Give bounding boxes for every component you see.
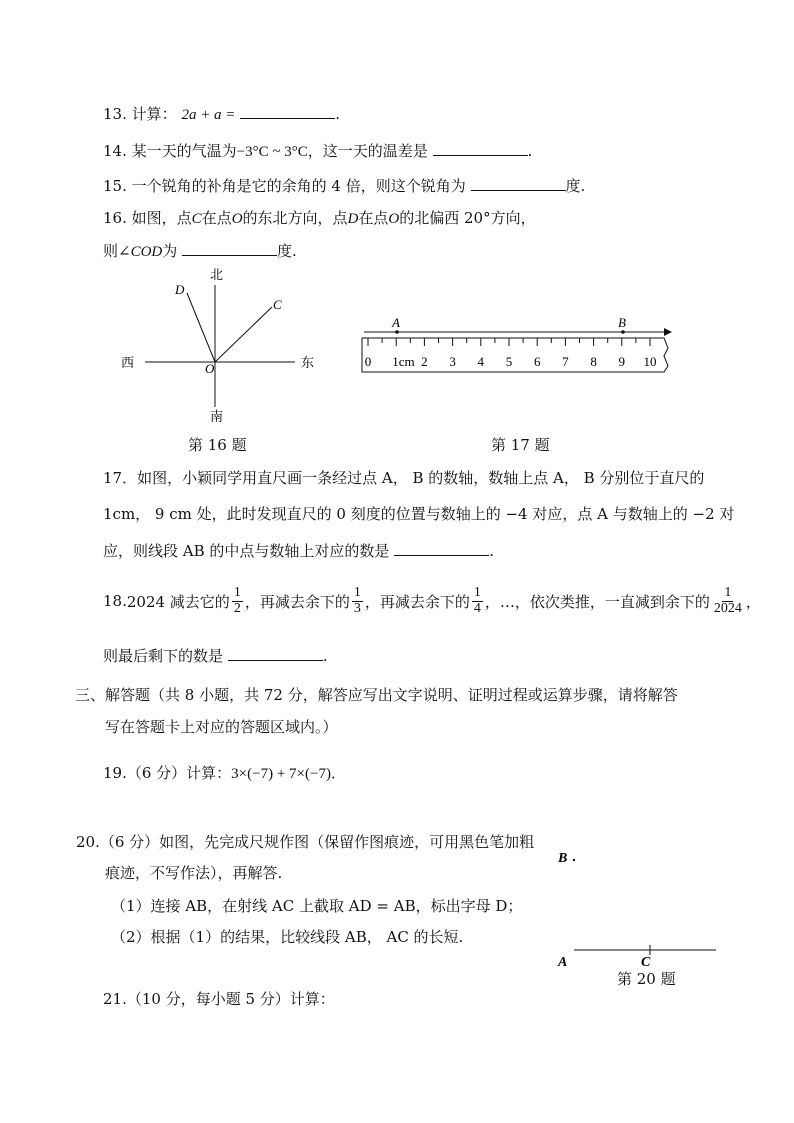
question-17-line-1: 17．如图，小颖同学用直尺画一条经过点 A， B 的数轴，数轴上点 A， B 分别位于直尺的	[103, 469, 705, 487]
fraction-1-over-2024: $\frac{1}{2024}$	[713, 585, 742, 616]
ruler-tick-label: 3	[449, 354, 456, 369]
question-16-line-1: 16. 如图，点C在点O的东北方向，点D在点O的北偏西 20°方向，	[103, 209, 536, 227]
question-number: 15.	[103, 177, 127, 195]
answer-blank	[182, 241, 277, 256]
point-b-label: B	[618, 315, 626, 330]
question-19: 19.（6 分）计算：3×(−7) + 7×(−7)．	[103, 764, 346, 782]
question-20-line-1: 20.（6 分）如图，先完成尺规作图（保留作图痕迹，可用黑色笔加粗	[76, 833, 535, 851]
point-c-label: C	[273, 297, 282, 312]
question-text: ，这一天的温差是	[307, 142, 428, 160]
north-label: 北	[210, 267, 224, 282]
fraction-quarter: $\frac{1}{4}$	[473, 585, 481, 616]
answer-blank	[471, 176, 566, 191]
question-number: 14.	[103, 142, 127, 160]
west-label: 西	[121, 355, 135, 370]
question-number: 21.	[103, 990, 127, 1008]
section-number: 三、	[75, 686, 106, 704]
section-3-heading-line-2: 写在答题卡上对应的答题区域内。）	[105, 718, 338, 736]
south-label: 南	[210, 409, 224, 424]
question-17-line-3: 应，则线段 AB 的中点与数轴上对应的数是 .	[103, 542, 494, 560]
figure-20	[552, 842, 732, 972]
point-d-label: D	[175, 282, 185, 297]
question-number: 13.	[103, 105, 127, 123]
temperature-range: −3°C ~ 3°C	[236, 144, 308, 160]
ruler-tick-label: 4	[477, 354, 485, 369]
fraction-third: $\frac{1}{3}$	[353, 585, 361, 616]
math-expression: 3×(−7) + 7×(−7)．	[231, 766, 346, 782]
ray-oc	[215, 307, 272, 362]
question-16-line-2: 则∠COD为 度.	[103, 242, 297, 260]
point-a-label: A	[392, 315, 400, 330]
ruler-tick-label: 7	[562, 354, 569, 369]
ruler-tick-label: 10	[643, 354, 657, 369]
answer-blank	[433, 141, 528, 156]
ruler-tick-label: 6	[533, 354, 541, 369]
answer-blank	[394, 541, 489, 556]
ruler-tick-label: 2	[421, 354, 428, 369]
ruler-tick-label: 0	[364, 354, 372, 369]
question-number: 18.	[103, 592, 127, 611]
ruler-tick-label: 1cm	[392, 354, 415, 369]
east-label: 东	[301, 355, 315, 370]
question-text: 计算：	[131, 105, 177, 123]
answer-blank	[228, 646, 323, 661]
question-18-line-2: 则最后剩下的数是 .	[103, 647, 328, 665]
figure-16-compass	[115, 265, 325, 425]
question-20-part-2: （2）根据（1）的结果，比较线段 AB， AC 的长短.	[111, 928, 464, 946]
math-expression: 2a + a =	[181, 107, 236, 123]
point-b-label: B	[558, 851, 568, 866]
fraction-half: $\frac{1}{2}$	[233, 585, 241, 616]
question-number: 16.	[103, 209, 127, 227]
section-3-heading: 三、解答题（共 8 小题，共 72 分，解答应写出文字说明、证明过程或运算步骤，请将解答	[75, 686, 678, 704]
point-b-dot	[621, 330, 625, 334]
question-21: 21.（10 分，每小题 5 分）计算：	[103, 990, 335, 1008]
question-13: 13. 计算： 2a + a = .	[103, 105, 340, 123]
figure-16-caption: 第 16 题	[188, 436, 247, 454]
figure-17-caption: 第 17 题	[491, 436, 550, 454]
question-text: 某一天的气温为	[131, 142, 237, 160]
question-15: 15. 一个锐角的补角是它的余角的 4 倍，则这个锐角为 度.	[103, 177, 586, 195]
point-o-label: O	[205, 361, 215, 376]
question-number: 20.	[76, 833, 100, 851]
axis-arrow	[664, 328, 672, 336]
answer-blank	[240, 104, 335, 119]
question-18-line-1: 18. 2024 减去它的 $\frac{1}{2}$ ，再减去余下的 $\frac{1}{3}$ ，再减去余下的 $\frac{1}{4}$ ，…，依次类推，一直减到余下的 $\frac{1}{2024}$ ，	[103, 585, 761, 616]
ruler-labels	[365, 354, 657, 369]
question-text: 一个锐角的补角是它的余角的 4 倍，则这个锐角为	[131, 177, 466, 195]
figure-17-ruler	[358, 314, 678, 378]
question-number: 17．	[103, 469, 138, 487]
question-17-line-2: 1cm， 9 cm 处，此时发现直尺的 0 刻度的位置与数轴上的 −4 对应，点 A 与数轴上的 −2 对	[103, 505, 735, 523]
question-20-part-1: （1）连接 AB，在射线 AC 上截取 AD = AB，标出字母 D；	[111, 897, 523, 915]
point-c-label: C	[641, 955, 651, 970]
ruler-tick-label: 9	[618, 354, 626, 369]
ruler-ticks	[368, 338, 650, 346]
ruler-tick-label: 5	[505, 354, 513, 369]
ray-od	[187, 293, 215, 362]
question-20-line-2: 痕迹，不写作法），再解答.	[105, 864, 283, 882]
point-b-dot	[573, 859, 575, 861]
point-a-label: A	[558, 955, 568, 970]
question-14: 14. 某一天的气温为−3°C ~ 3°C，这一天的温差是 .	[103, 142, 533, 160]
figure-20-caption: 第 20 题	[617, 970, 676, 988]
point-a-dot	[395, 330, 399, 334]
ruler-tick-label: 8	[590, 354, 597, 369]
question-number: 19.	[103, 764, 127, 782]
